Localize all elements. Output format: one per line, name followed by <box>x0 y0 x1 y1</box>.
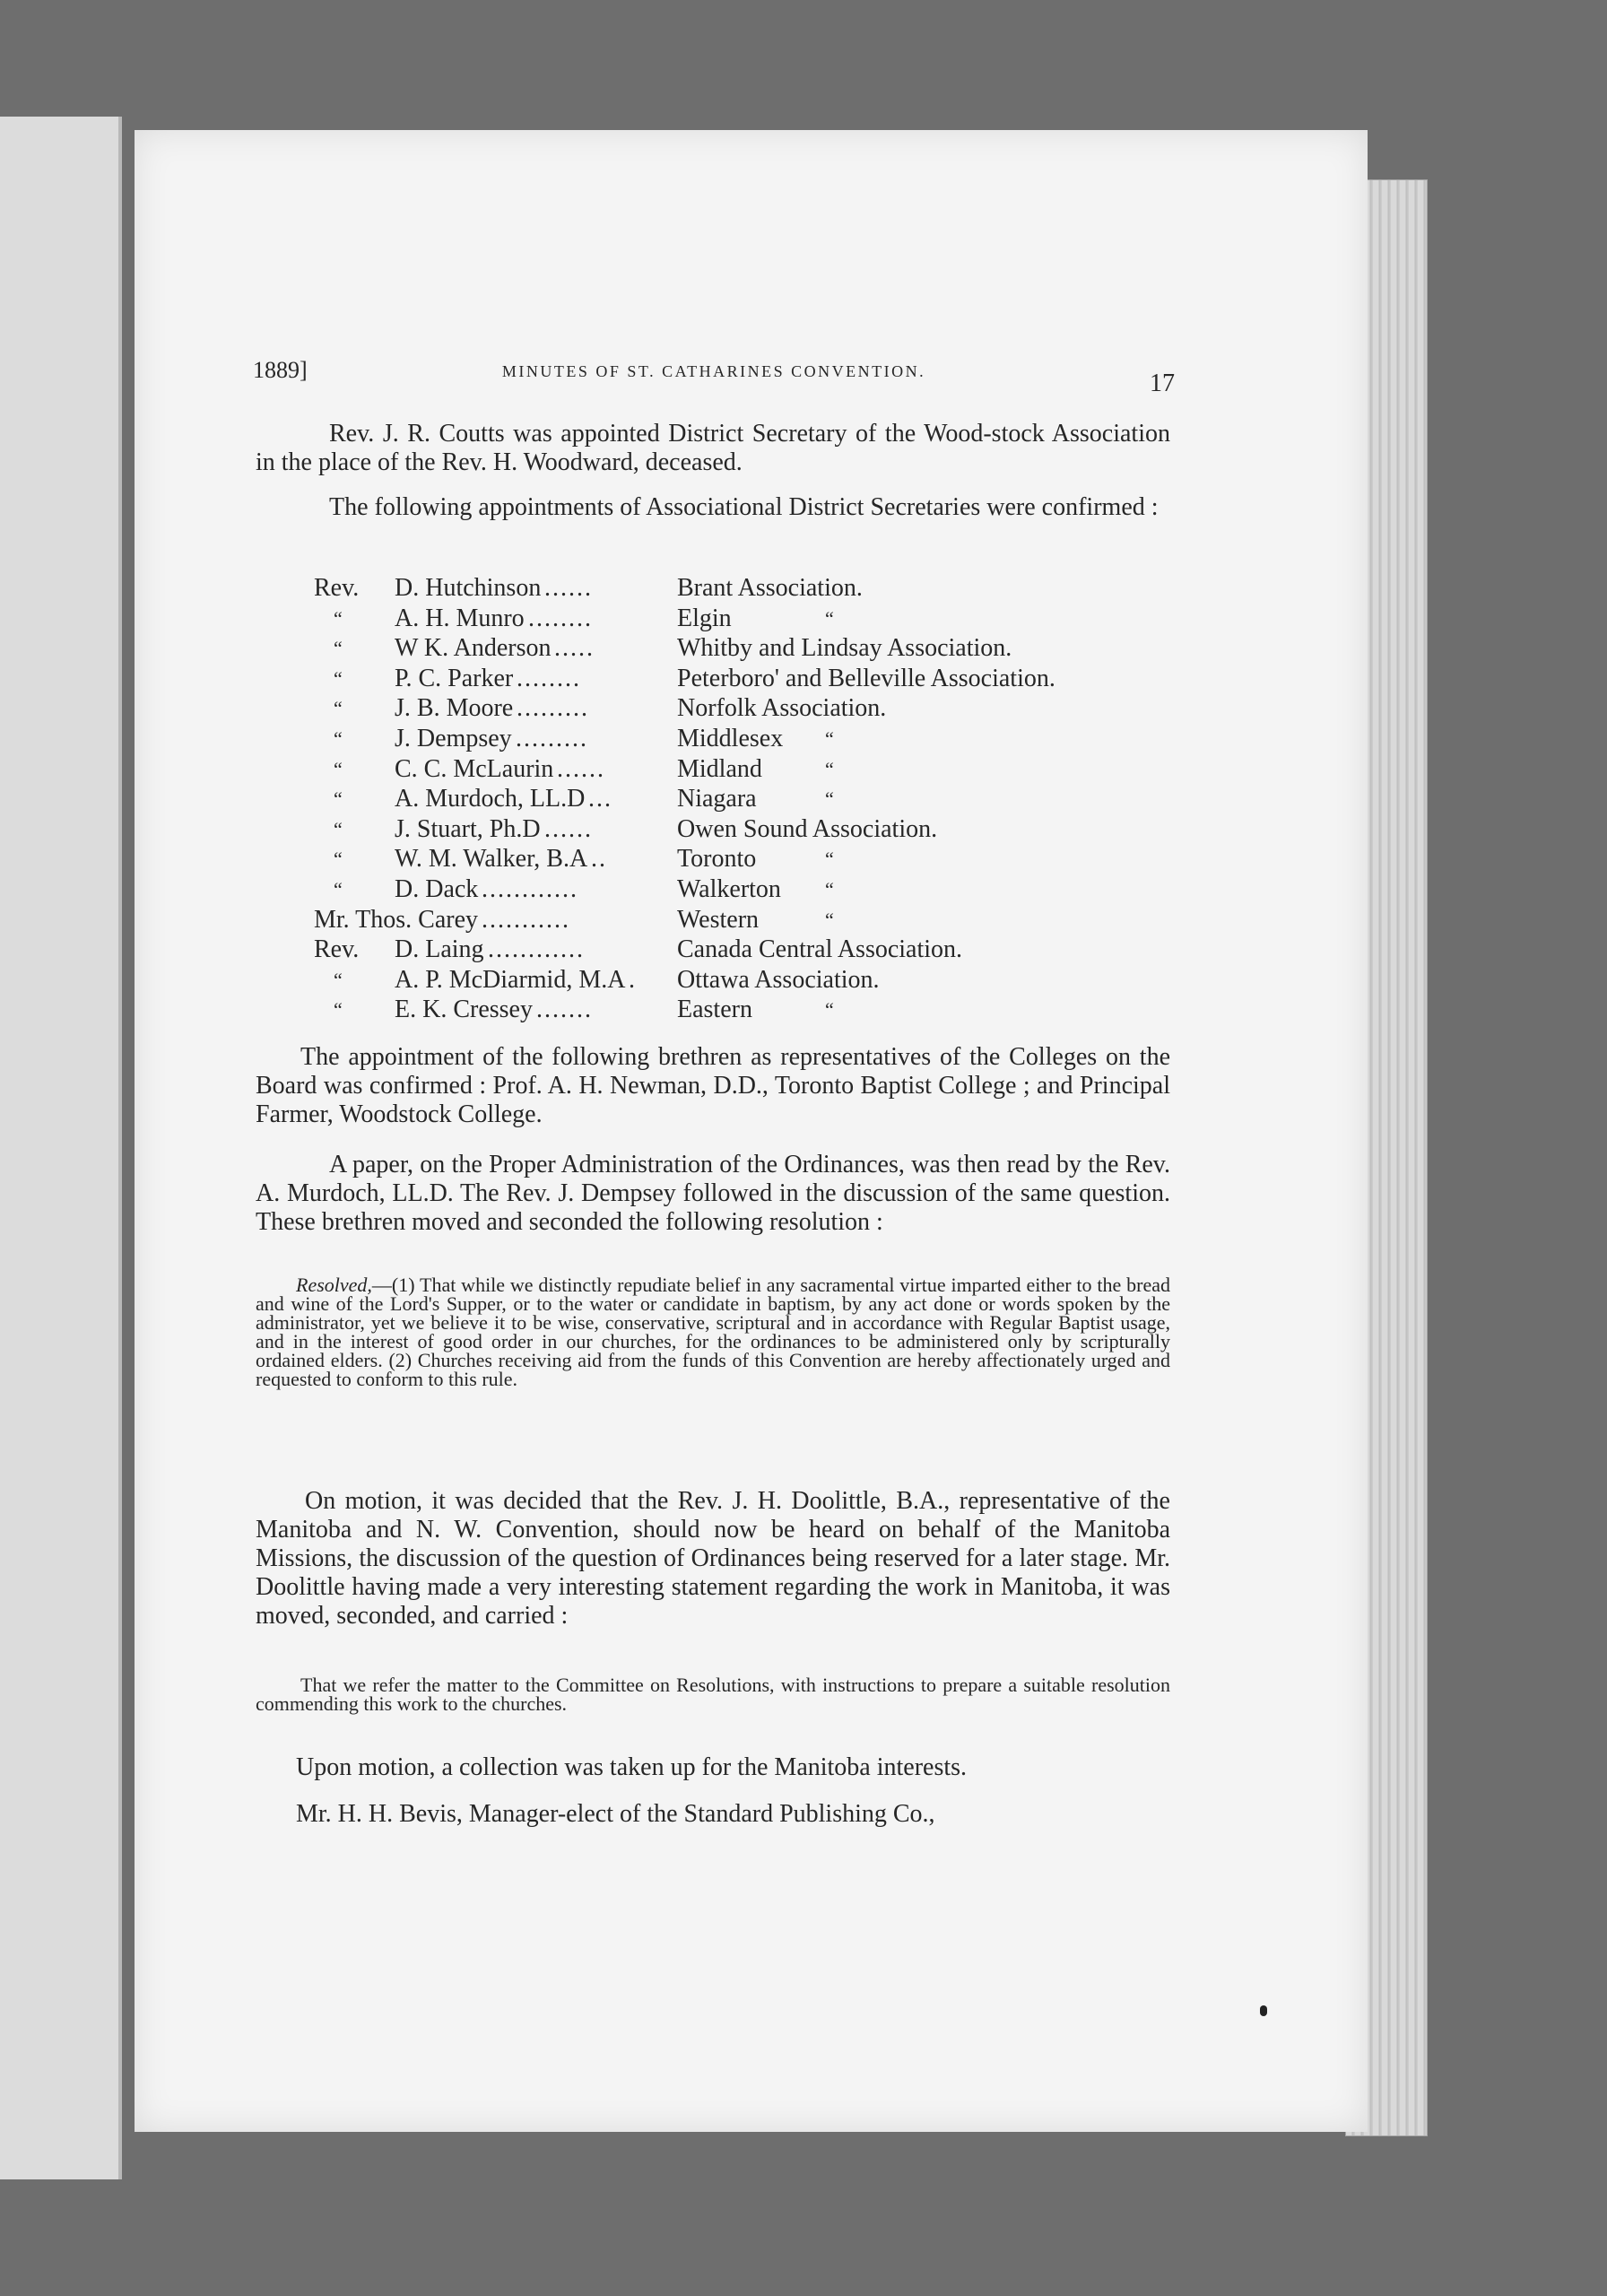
colleges-paragraph: The appointment of the following brethren as representatives of the Colleges on the Board was confirmed : Prof. A. H. Newman, D.D., Toronto Baptist College ; and Principal Farmer, Woodstock College. <box>256 1043 1170 1128</box>
ditto-mark: “ <box>334 817 343 840</box>
association-name: Niagara <box>677 785 757 813</box>
appointment-row <box>314 815 1175 846</box>
dot-leader: ......... <box>517 694 589 723</box>
dot-leader: ........ <box>528 604 593 632</box>
appointment-row <box>314 996 1175 1026</box>
association-name: Midland <box>677 754 762 783</box>
dot-leader: ......... <box>516 724 588 752</box>
appointment-row <box>314 694 1175 725</box>
ditto-mark: “ <box>334 848 343 871</box>
appointee-title: Rev. <box>314 935 360 964</box>
appointment-row <box>314 725 1175 755</box>
association-name: Walkerton <box>677 874 781 903</box>
ditto-mark: “ <box>334 877 343 900</box>
refer-resolution: That we refer the matter to the Committee on Resolutions, with instructions to prepare a suitable resolution commending this work to the churches. <box>256 1674 1170 1715</box>
dot-leader: ...... <box>557 754 605 783</box>
appointee-name: D. Laing <box>395 935 484 964</box>
appointee-name: D. Hutchinson <box>395 574 542 602</box>
appointee-name: C. C. McLaurin <box>395 754 554 783</box>
appointee-title: Mr. Thos. Carey <box>314 905 479 934</box>
association-name: Ottawa Association. <box>677 965 880 994</box>
association-name: Middlesex <box>677 724 784 752</box>
ditto-mark: “ <box>825 998 834 1022</box>
dot-leader: ...... <box>544 574 593 602</box>
ditto-mark: “ <box>825 726 834 750</box>
ditto-mark: “ <box>825 848 834 871</box>
ditto-mark: “ <box>334 697 343 720</box>
association-name: Elgin <box>677 604 732 632</box>
ditto-mark: “ <box>334 666 343 690</box>
ditto-mark: “ <box>825 757 834 780</box>
appointee-name: D. Dack <box>395 874 479 903</box>
running-header <box>253 357 1175 397</box>
appointee-title: Rev. <box>314 574 360 602</box>
resolution-body: —(1) That while we distinctly repudiate belief in any sacramental virtue imparted either to the bread and wine of the Lord's Supper, or to the water or candidate in baptism, by any act done or words spoken by the administrator, yet we believe it to be wise, conservative, scriptural and in accordance with Regular Baptist usage, and in the interest of good order in our churches, for the ordinances to be administered only by scripturally ordained elders. (2) Churches receiving aid from the funds of this Convention are hereby affectionately urged and requested to conform to this rule. <box>256 1274 1170 1390</box>
appointment-row <box>314 845 1175 875</box>
appointee-name: J. B. Moore <box>395 694 514 723</box>
ditto-mark: “ <box>334 968 343 991</box>
motion-paragraph: On motion, it was decided that the Rev. J. H. Doolittle, B.A., representative of the Manitoba and N. W. Convention, should now be heard on behalf of the Manitoba Missions, the discussion of the question of Ordinances being reserved for a later stage. Mr. Doolittle having made a very interesting statement regarding the work in Manitoba, it was moved, seconded, and carried : <box>256 1487 1170 1630</box>
ditto-mark: “ <box>334 726 343 750</box>
ditto-mark: “ <box>825 877 834 900</box>
appointments-intro: The following appointments of Associational District Secretaries were confirmed : <box>329 493 1159 521</box>
resolution-text <box>256 1275 1170 1388</box>
appointee-name: J. Dempsey <box>395 724 512 752</box>
appointee-name: E. K. Cressey <box>395 996 533 1024</box>
appointee-name: A. H. Munro <box>395 604 525 632</box>
ditto-mark: “ <box>334 606 343 630</box>
appointee-name: A. P. McDiarmid, M.A <box>395 965 626 994</box>
header-title: MINUTES OF ST. CATHARINES CONVENTION. <box>501 362 926 380</box>
ink-speck <box>1260 2005 1267 2016</box>
appointee-name: J. Stuart, Ph.D <box>395 814 541 843</box>
dot-leader: ............ <box>482 874 578 903</box>
association-name: Norfolk Association. <box>677 694 887 723</box>
appointment-row <box>314 966 1175 996</box>
header-year: 1889] <box>253 357 308 383</box>
association-name: Canada Central Association. <box>677 935 963 964</box>
appointment-row <box>314 755 1175 786</box>
coutts-paragraph: Rev. J. R. Coutts was appointed District Secretary of the Wood-stock Association in the place of the Rev. H. Woodward, deceased. <box>256 420 1170 476</box>
appointee-name: W. M. Walker, B.A <box>395 845 588 874</box>
paper-paragraph: A paper, on the Proper Administration of the Ordinances, was then read by the Rev. A. Murdoch, LL.D. The Rev. J. Dempsey followed in the discussion of the same question. These brethren moved and seconded the following resolution : <box>256 1151 1170 1236</box>
association-name: Toronto <box>677 845 757 874</box>
dot-leader: ....... <box>536 996 593 1024</box>
dot-leader: ...... <box>544 814 593 843</box>
dot-leader: . <box>629 965 637 994</box>
ditto-mark: “ <box>825 908 834 931</box>
appointment-row <box>314 906 1175 936</box>
ditto-mark: “ <box>825 787 834 811</box>
association-name: Owen Sound Association. <box>677 814 938 843</box>
ditto-mark: “ <box>334 757 343 780</box>
association-name: Brant Association. <box>677 574 863 602</box>
appointment-row <box>314 665 1175 695</box>
dot-leader: ..... <box>554 634 595 663</box>
dot-leader: .. <box>591 845 607 874</box>
appointments-list <box>314 574 1175 1026</box>
association-name: Western <box>677 905 760 934</box>
bevis-paragraph: Mr. H. H. Bevis, Manager-elect of the Standard Publishing Co., <box>296 1800 935 1828</box>
dot-leader: ........ <box>517 664 581 692</box>
association-name: Eastern <box>677 996 752 1024</box>
collection-paragraph: Upon motion, a collection was taken up for the Manitoba interests. <box>296 1753 968 1781</box>
appointee-name: P. C. Parker <box>395 664 514 692</box>
ditto-mark: “ <box>334 637 343 660</box>
dot-leader: ... <box>588 785 612 813</box>
appointee-name: A. Murdoch, LL.D <box>395 785 586 813</box>
resolved-label: Resolved, <box>296 1274 372 1296</box>
appointment-row <box>314 785 1175 815</box>
page-number: 17 <box>1150 370 1175 397</box>
appointment-row <box>314 875 1175 906</box>
dot-leader: ............ <box>488 935 585 964</box>
appointment-row <box>314 574 1175 604</box>
appointee-name: W K. Anderson <box>395 634 552 663</box>
appointment-row <box>314 935 1175 966</box>
dot-leader: ........... <box>482 905 570 934</box>
appointment-row <box>314 634 1175 665</box>
ditto-mark: “ <box>334 998 343 1022</box>
association-name: Peterboro' and Belleville Association. <box>677 664 1055 692</box>
association-name: Whitby and Lindsay Association. <box>677 634 1012 663</box>
ditto-mark: “ <box>334 787 343 811</box>
appointment-row <box>314 604 1175 635</box>
ditto-mark: “ <box>825 606 834 630</box>
